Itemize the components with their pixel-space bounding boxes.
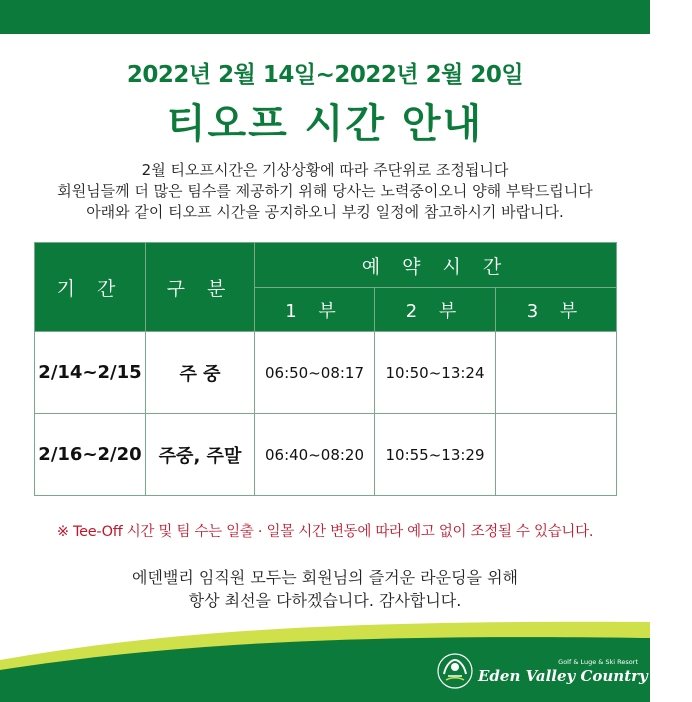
caution-note: ※ Tee-Off 시간 및 팀 수는 일출 · 일몰 시간 변동에 따라 예고 없이 조정될 수 있습니다. <box>56 524 594 540</box>
header-type: 구 분 <box>146 243 255 332</box>
part3-time-cell <box>496 414 617 496</box>
notice-text <box>0 160 650 223</box>
part2-time-cell: 10:55~13:29 <box>375 414 496 496</box>
eden-valley-emblem-icon <box>436 652 474 690</box>
part3-time-cell <box>496 332 617 414</box>
page-title: 티오프 시간 안내 <box>166 101 484 147</box>
top-banner-bar <box>0 0 650 34</box>
notice-line: 아래와 같이 티오프 시간을 공지하오니 부킹 일정에 참고하시기 바랍니다. <box>86 203 564 221</box>
closing-message <box>0 566 650 612</box>
header-part-2: 2 부 <box>375 288 496 332</box>
logo-name: Eden Valley Country Club <box>478 667 692 685</box>
tee-off-schedule-table <box>34 242 617 496</box>
closing-line: 에덴밸리 임직원 모두는 회원님의 즐거운 라운딩을 위해 <box>131 568 518 587</box>
period-cell: 2/14~2/15 <box>35 332 146 414</box>
header-part-1: 1 부 <box>255 288 375 332</box>
header-period: 기 간 <box>35 243 146 332</box>
type-cell: 주 중 <box>146 332 255 414</box>
closing-line: 항상 최선을 다하겠습니다. 감사합니다. <box>188 591 462 610</box>
header-reservation-time: 예 약 시 간 <box>255 243 617 288</box>
header-part-3: 3 부 <box>496 288 617 332</box>
table-row <box>35 414 617 496</box>
part2-time-cell: 10:50~13:24 <box>375 332 496 414</box>
part1-time-cell: 06:50~08:17 <box>255 332 375 414</box>
part1-time-cell: 06:40~08:20 <box>255 414 375 496</box>
notice-line: 회원님들께 더 많은 팀수를 제공하기 위해 당사는 노력중이오니 양해 부탁드립니다 <box>57 182 593 200</box>
date-range-heading: 2022년 2월 14일~2022년 2월 20일 <box>126 62 524 88</box>
notice-line: 2월 티오프시간은 기상상황에 따라 주단위로 조정됩니다 <box>141 161 509 179</box>
period-cell: 2/16~2/20 <box>35 414 146 496</box>
table-row <box>35 332 617 414</box>
type-cell: 주중, 주말 <box>146 414 255 496</box>
footer-wave <box>0 612 650 702</box>
logo-tagline: Golf & Luge & Ski Resort <box>558 658 638 666</box>
